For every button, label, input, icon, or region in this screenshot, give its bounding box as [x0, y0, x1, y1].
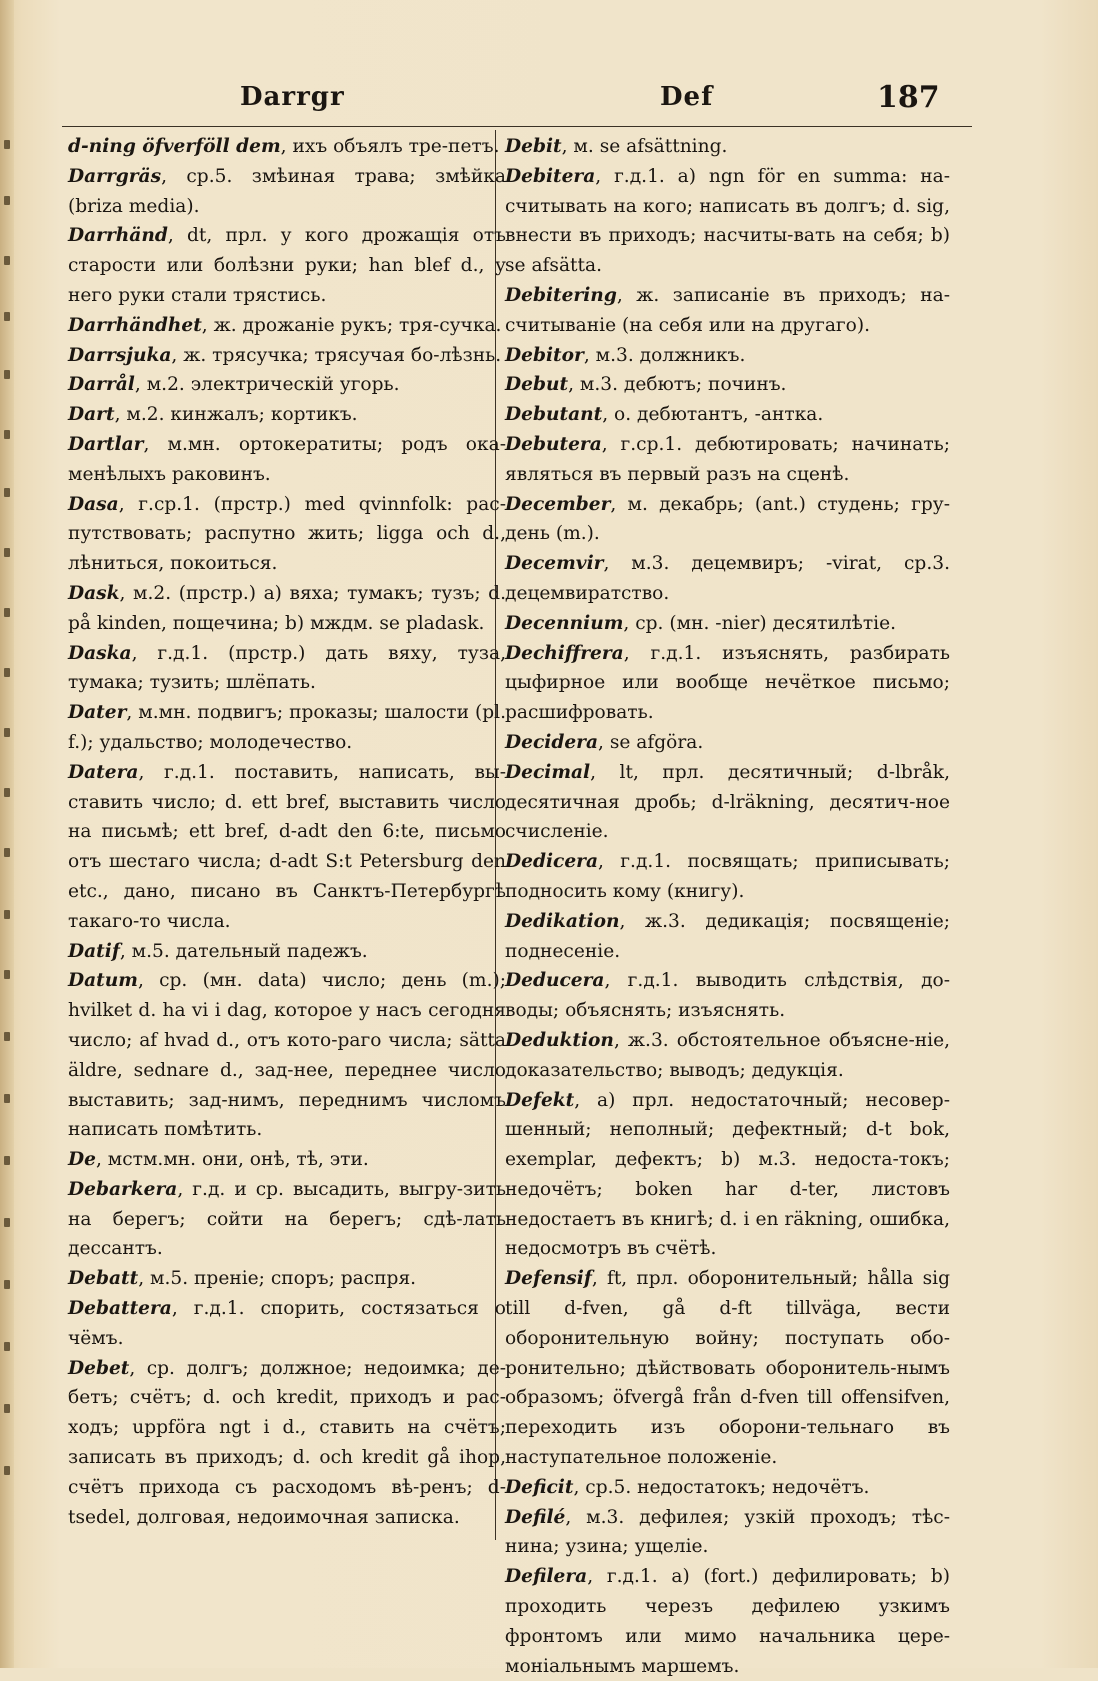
dictionary-entry: Datum, ср. (мн. data) число; день (m.); hvilket d. ha vi i dag, которое у насъ сегодня число; af hvad d., отъ кото-раго числа; sätta äldre, sednare d., зад-нее, переднее число выставить; зад-нимъ, переднимъ числомъ написать помѣтить.: [68, 970, 506, 1141]
dictionary-entry: Defensif, ft, прл. оборонительный; hålla sig till d-fven, gå d-ft tillväga, вести оборонительную войну; поступать обо-ронительно; дѣйствовать оборонитель-нымъ образомъ; öfvergå från d-fven till offensifven, переходить изъ оборони-тельнаго въ наступательное положеніе.: [505, 1268, 950, 1469]
dictionary-entry: Dartlar, м.мн. ортокератиты; родъ ока-менѣлыхъ раковинъ.: [68, 433, 506, 485]
dictionary-entry: Debatt, м.5. преніе; споръ; распря.: [68, 1268, 417, 1290]
dictionary-entry: Datera, г.д.1. поставить, написать, вы-ставить число; d. ett bref, выставить число на письмѣ; ett bref, d-adt den 6:te, письмо отъ шестаго числа; d-adt S:t Petersburg den etc., дано, писано въ Санктъ-Петербургѣ такаго-то числа.: [68, 761, 506, 932]
headword: Daska: [68, 642, 132, 664]
dictionary-entry: Decemvir, м.3. децемвиръ; -virat, ср.3. децемвиратство.: [505, 553, 950, 604]
dictionary-entry: Deficit, ср.5. недостатокъ; недочётъ.: [505, 1476, 870, 1498]
running-head-left: Darrgr: [240, 82, 345, 112]
headword: Debarkera: [68, 1178, 178, 1200]
margin-mark: [4, 430, 10, 439]
headword: Decennium: [505, 612, 624, 634]
dictionary-entry: Deduktion, ж.3. обстоятельное объясне-ніе, доказательство; выводъ; дедукція.: [505, 1029, 950, 1081]
margin-mark: [4, 1280, 10, 1289]
margin-mark: [4, 1094, 10, 1103]
left-column: [68, 132, 506, 1532]
dictionary-entry: Daska, г.д.1. (прстр.) дать вяху, туза, тумака; тузить; шлёпать.: [68, 642, 506, 694]
dictionary-entry: Defekt, а) прл. недостаточный; несовер-шенный; неполный; дефектный; d-t bok, exemplar, дефектъ; b) м.3. недоста-токъ; недочётъ; boken har d-ter, листовъ недостаетъ въ книгѣ; d. i en räkning, ошибка, недосмотръ въ счётѣ.: [505, 1089, 950, 1260]
margin-mark: [4, 788, 10, 797]
dictionary-entry: Debit, м. se afsättning.: [505, 136, 728, 157]
dictionary-entry: Darrsjuka, ж. трясучка; трясучая бо-лѣзнь.: [68, 344, 502, 366]
headword: Darrhändhet: [68, 314, 202, 336]
headword: Defensif: [505, 1268, 592, 1290]
page-spine: [0, 0, 14, 1668]
headword: Datum: [68, 970, 138, 992]
dictionary-entry: December, м. декабрь; (ant.) студень; гру-день (m.).: [505, 493, 950, 545]
headword: Debitering: [505, 284, 617, 306]
dictionary-entry: Darrhändhet, ж. дрожаніе рукъ; тря-сучка.: [68, 314, 502, 336]
headword: Debutant: [505, 404, 603, 426]
dictionary-entry: d-ning öfverföll dem, ихъ объялъ тре-петъ.: [68, 136, 500, 157]
headword: Debitor: [505, 344, 584, 366]
dictionary-entry: Debarkera, г.д. и ср. высадить, выгру-зить на берегъ; сойти на берегъ; сдѣ-лать дессантъ.: [68, 1178, 506, 1260]
dictionary-entry: Dedicera, г.д.1. посвящать; приписывать; подносить кому (книгу).: [505, 851, 950, 902]
dictionary-entry: Debut, м.3. дебютъ; починъ.: [505, 374, 787, 396]
headword: Darrsjuka: [68, 344, 172, 366]
right-column: [505, 132, 950, 1681]
headword: Defilé: [505, 1506, 566, 1528]
margin-mark: [4, 608, 10, 617]
headword: Debit: [505, 136, 562, 157]
margin-mark: [4, 668, 10, 677]
headword: Debattera: [68, 1298, 172, 1320]
dictionary-entry: Debet, ср. долгъ; должное; недоимка; де-бетъ; счётъ; d. och kredit, приходъ и рас-ходъ; uppföra ngt i d., ставить на счётъ; записать въ приходъ; d. och kredit gå ihop, счётъ прихода съ расходомъ вѣ-ренъ; d-tsedel, долговая, недоимочная записка.: [68, 1357, 506, 1528]
headword: Datif: [68, 940, 120, 962]
margin-mark: [4, 140, 10, 149]
dictionary-entry: Datif, м.5. дательный падежъ.: [68, 940, 368, 962]
headword: Dart: [68, 404, 115, 426]
dictionary-entry: Debitera, г.д.1. а) ngn för en summa: на-считывать на кого; написать въ долгъ; d. sig, внести въ приходъ; насчиты-вать на себя; b) se afsätta.: [505, 165, 950, 277]
dictionary-entry: Decennium, ср. (мн. -nier) десятилѣтіе.: [505, 612, 897, 634]
margin-mark: [4, 312, 10, 321]
dictionary-entry: Darrhänd, dt, прл. у кого дрожащія отъ старости или болѣзни руки; han blef d., у него руки стали трястись.: [68, 225, 506, 306]
dictionary-entry: Debattera, г.д.1. спорить, состязаться о чёмъ.: [68, 1298, 506, 1349]
headword: Dedikation: [505, 910, 620, 932]
margin-mark: [4, 1156, 10, 1165]
headword: Debut: [505, 374, 569, 396]
dictionary-entry: Debitering, ж. записаніе въ приходъ; на-считываніе (на себя или на другаго).: [505, 284, 950, 336]
headword: Decidera: [505, 731, 599, 753]
margin-mark: [4, 1032, 10, 1041]
margin-mark: [4, 1218, 10, 1227]
margin-mark: [4, 488, 10, 497]
headword: Decimal: [505, 761, 591, 783]
header-rule: [62, 126, 972, 127]
dictionary-entry: Dart, м.2. кинжалъ; кортикъ.: [68, 404, 358, 426]
page-number: 187: [877, 80, 940, 115]
running-head-right: Def: [660, 82, 714, 112]
headword: Darrhänd: [68, 225, 168, 247]
margin-mark: [4, 256, 10, 265]
headword: Dask: [68, 582, 120, 604]
margin-mark: [4, 970, 10, 979]
headword: De: [68, 1149, 96, 1171]
headword: d-ning öfverföll dem: [68, 136, 281, 157]
headword: Dater: [68, 702, 127, 724]
headword: Datera: [68, 761, 139, 783]
headword: Debet: [68, 1357, 130, 1379]
headword: Debitera: [505, 165, 596, 187]
dictionary-entry: Debutant, о. дебютантъ, -антка.: [505, 404, 824, 426]
dictionary-entry: Dater, м.мн. подвигъ; проказы; шалости (pl. f.); удальство; молодечество.: [68, 702, 506, 753]
dictionary-entry: De, мстм.мн. они, онѣ, тѣ, эти.: [68, 1149, 369, 1171]
margin-mark: [4, 910, 10, 919]
headword: Darrål: [68, 374, 135, 396]
headword: Deficit: [505, 1476, 574, 1498]
margin-mark: [4, 848, 10, 857]
dictionary-entry: Dedikation, ж.3. дедикація; посвященіе; поднесеніе.: [505, 910, 950, 962]
dictionary-entry: Dasa, г.ср.1. (прстр.) med qvinnfolk: рас-путствовать; распутно жить; ligga och d., лѣниться, покоиться.: [68, 493, 506, 575]
headword: Defilera: [505, 1566, 588, 1588]
headword: Defekt: [505, 1089, 575, 1111]
headword: Debutera: [505, 433, 602, 455]
dictionary-entry: Dask, м.2. (прстр.) а) вяха; тумакъ; тузъ; d. på kinden, пощечина; b) мждм. se pladask.: [68, 582, 506, 634]
dictionary-entry: Deducera, г.д.1. выводить слѣдствія, до-воды; объяснять; изъяснять.: [505, 970, 950, 1022]
headword: Deduktion: [505, 1029, 614, 1051]
headword: Dartlar: [68, 433, 144, 455]
headword: Deducera: [505, 970, 605, 992]
margin-mark: [4, 548, 10, 557]
headword: Darrgräs: [68, 165, 162, 187]
margin-mark: [4, 370, 10, 379]
headword: Dechiffrera: [505, 642, 624, 664]
dictionary-entry: Darrgräs, ср.5. змѣиная трава; змѣйка (briza media).: [68, 165, 506, 217]
margin-mark: [4, 1466, 10, 1475]
dictionary-entry: Defilé, м.3. дефилея; узкій проходъ; тѣс-нина; узина; ущеліе.: [505, 1506, 950, 1558]
headword: Dedicera: [505, 851, 599, 873]
margin-mark: [4, 196, 10, 205]
dictionary-entry: Debitor, м.3. должникъ.: [505, 344, 746, 366]
headword: Dasa: [68, 493, 119, 515]
dictionary-entry: Decidera, se afgöra.: [505, 731, 704, 753]
headword: Decemvir: [505, 553, 604, 575]
dictionary-entry: Debutera, г.ср.1. дебютировать; начинать; являться въ первый разъ на сценѣ.: [505, 433, 950, 485]
headword: Debatt: [68, 1268, 139, 1290]
margin-mark: [4, 1404, 10, 1413]
dictionary-entry: Decimal, lt, прл. десятичный; d-lbråk, десятичная дробь; d-lräkning, десятич-ное счисленіе.: [505, 761, 950, 843]
dictionary-entry: Darrål, м.2. электрическій угорь.: [68, 374, 400, 396]
headword: December: [505, 493, 611, 515]
dictionary-entry: Dechiffrera, г.д.1. изъяснять, разбирать цыфирное или вообще нечёткое письмо; расшифровать.: [505, 642, 950, 724]
margin-mark: [4, 1342, 10, 1351]
margin-mark: [4, 728, 10, 737]
dictionary-entry: Defilera, г.д.1. а) (fort.) дефилировать; b) проходить черезъ дефилею узкимъ фронтомъ или мимо начальника цере-моніальнымъ маршемъ.: [505, 1566, 950, 1677]
